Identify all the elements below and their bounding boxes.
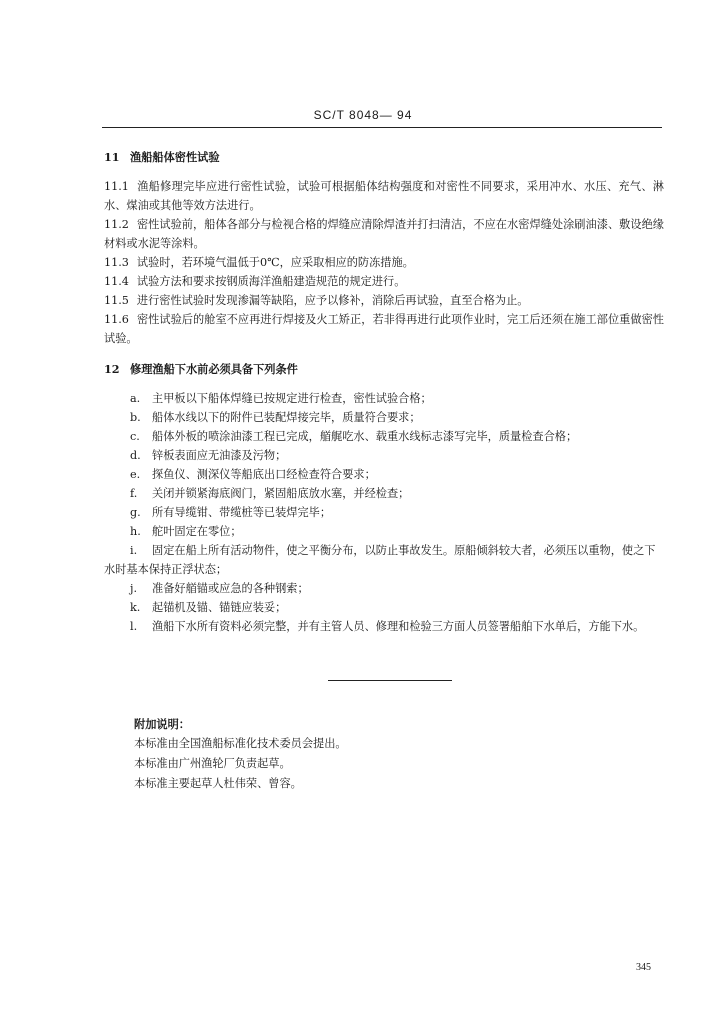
item-text: 渔船下水所有资料必须完整，并有主管人员、修理和检验三方面人员签署船舶下水单后，方能下水。 — [152, 620, 645, 633]
notes-title: 附加说明： — [134, 717, 190, 731]
list-item-j — [104, 579, 664, 598]
clause-number: 11.5 — [104, 294, 129, 307]
section-title-text: 渔船船体密性试验 — [130, 150, 220, 164]
list-item-f — [104, 484, 664, 503]
list-item-e — [104, 465, 664, 484]
list-item-d — [104, 446, 664, 465]
item-text: 锌板表面应无油漆及污物； — [152, 449, 287, 462]
item-mark: l. — [130, 620, 138, 633]
clause-11-2 — [104, 215, 664, 253]
clause-11-5 — [104, 291, 664, 310]
notes-line: 本标准由全国渔船标准化技术委员会提出。 — [134, 737, 347, 750]
item-text: 探鱼仪、测深仪等船底出口经检查符合要求； — [152, 468, 376, 481]
item-mark: g. — [130, 506, 141, 519]
item-text: 船体水线以下的附件已装配焊接完毕，质量符合要求； — [152, 411, 421, 424]
clause-text: 试验时，若环境气温低于0℃，应采取相应的防冻措施。 — [136, 256, 414, 269]
additional-notes — [134, 714, 634, 794]
list-item-h — [104, 522, 664, 541]
section-number: 11 — [104, 150, 120, 164]
section-number: 12 — [104, 362, 120, 376]
item-text: 起锚机及锚、锚链应装妥； — [152, 601, 287, 614]
item-mark: d. — [130, 449, 141, 462]
item-text: 主甲板以下船体焊缝已按规定进行检查，密性试验合格； — [152, 392, 432, 405]
list-item-i — [104, 541, 664, 579]
clause-text: 渔船修理完毕应进行密性试验，试验可根据船体结构强度和对密性不同要求，采用冲水、水压、充气、淋水、煤油或其他等效方法进行。 — [104, 180, 664, 212]
clause-text: 进行密性试验时发现渗漏等缺陷，应予以修补，消除后再试验，直至合格为止。 — [136, 294, 529, 307]
section-title-text: 修理渔船下水前必须具备下列条件 — [130, 362, 298, 376]
standard-code-header: SC/T 8048— 94 — [313, 108, 413, 122]
list-item-g — [104, 503, 664, 522]
clause-11-1 — [104, 177, 664, 215]
clause-number: 11.6 — [104, 313, 129, 326]
clause-text: 密性试验后的舱室不应再进行焊接及火工矫正，若非得再进行此项作业时，完工后还须在施工部位重做密性试验。 — [104, 313, 664, 345]
item-text: 关闭并锁紧海底阀门，紧固船底放水塞，并经检查； — [152, 487, 410, 500]
item-text: 船体外板的喷涂油漆工程已完成，艏艉吃水、载重水线标志漆写完毕，质量检查合格； — [152, 430, 578, 443]
clause-11-4 — [104, 272, 664, 291]
item-mark: e. — [130, 468, 141, 481]
section-11-title — [104, 148, 664, 167]
item-mark: c. — [130, 430, 140, 443]
clause-text: 试验方法和要求按钢质海洋渔船建造规范的规定进行。 — [136, 275, 406, 288]
item-mark: a. — [130, 392, 141, 405]
document-body — [104, 148, 664, 636]
header-rule — [102, 127, 662, 128]
clause-number: 11.1 — [104, 180, 129, 193]
item-mark: b. — [130, 411, 141, 424]
page-number: 345 — [636, 962, 651, 973]
clause-number: 11.4 — [104, 275, 129, 288]
list-item-k — [104, 598, 664, 617]
clause-11-6 — [104, 310, 664, 348]
clause-text: 密性试验前，船体各部分与检视合格的焊缝应清除焊渣并打扫清洁，不应在水密焊缝处涂刷油漆、敷设绝缘材料或水泥等涂料。 — [104, 218, 664, 250]
notes-line: 本标准由广州渔轮厂负责起草。 — [134, 757, 291, 770]
list-item-l — [104, 617, 664, 636]
clause-11-3 — [104, 253, 664, 272]
item-mark: j. — [130, 582, 138, 595]
clause-number: 11.3 — [104, 256, 129, 269]
item-mark: k. — [130, 601, 141, 614]
item-mark: i. — [130, 544, 138, 557]
item-mark: h. — [130, 525, 141, 538]
item-text: 固定在船上所有活动物件，使之平衡分布，以防止事故发生。原船倾斜较大者，必须压以重物，使之下水时基本保持正浮状态； — [104, 544, 656, 576]
notes-line: 本标准主要起草人杜伟荣、曾容。 — [134, 777, 302, 790]
section-12-title — [104, 360, 664, 379]
item-text: 舵叶固定在零位； — [152, 525, 242, 538]
item-text: 所有导缆钳、带缆桩等已装焊完毕； — [152, 506, 332, 519]
list-item-c — [104, 427, 664, 446]
end-of-text-rule — [328, 680, 452, 681]
item-mark: f. — [130, 487, 138, 500]
item-text: 准备好艏锚或应急的各种钢索； — [152, 582, 309, 595]
list-item-a — [104, 389, 664, 408]
list-item-b — [104, 408, 664, 427]
clause-number: 11.2 — [104, 218, 129, 231]
